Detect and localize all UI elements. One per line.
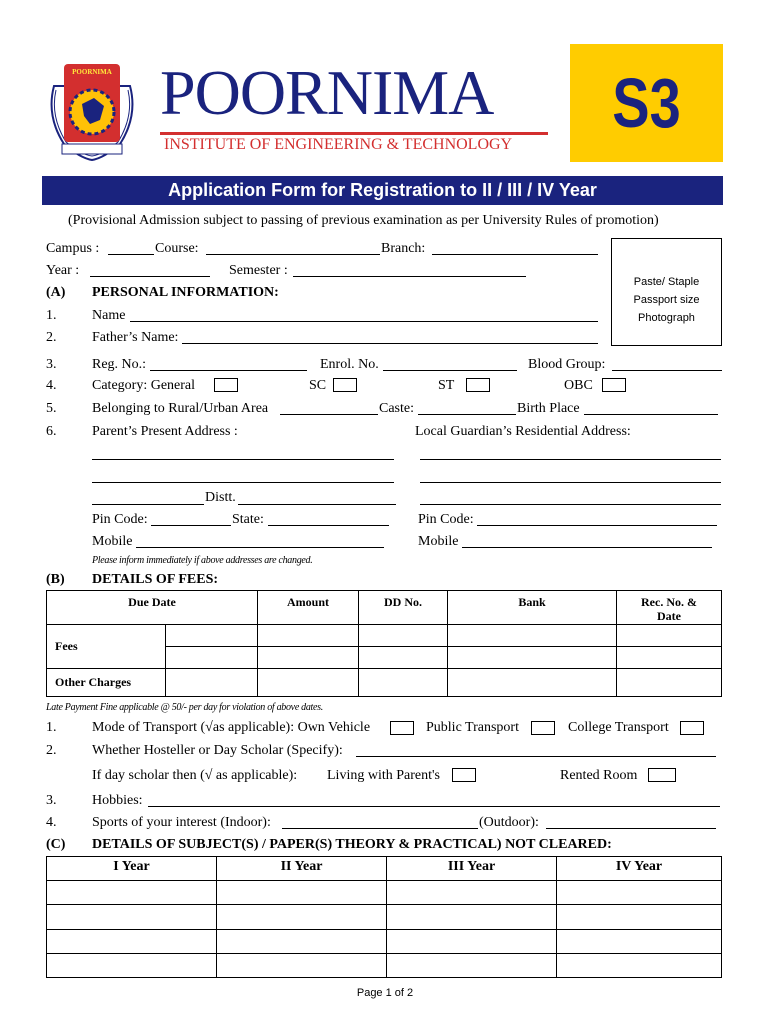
guardian-address-label: Local Guardian’s Residential Address: [415,424,631,439]
year-2-header: II Year [280,859,323,874]
page-number: Page 1 of 2 [356,987,414,999]
rented-room-label: Rented Room [560,768,638,783]
hosteller-label: Whether Hosteller or Day Scholar (Specify): [92,743,343,758]
name-label: Name [92,308,126,323]
subjects-col-header [557,857,722,881]
blood-group-label: Blood Group: [528,357,606,372]
table-cell[interactable] [166,669,258,697]
table-cell[interactable] [258,647,359,669]
enrol-no-field[interactable] [383,370,517,371]
day-scholar-label: If day scholar then (√ as applicable): [92,768,298,783]
section-c-title: DETAILS OF SUBJECT(S) / PAPER(S) THEORY & PRACTICAL) NOT CLEARED: [92,837,612,852]
year-3-header: III Year [447,859,496,874]
table-cell[interactable] [166,647,258,669]
table-cell[interactable] [47,905,217,929]
other-charges-label: Other Charges [55,675,132,689]
campus-label: Campus : [46,241,100,256]
blood-group-field[interactable] [612,370,722,371]
table-cell[interactable] [557,881,722,905]
subjects-table [46,856,722,978]
inform-note: Please inform immediately if above addresses are changed. [92,555,313,566]
guardian-mobile-field[interactable] [462,547,712,548]
sc-checkbox[interactable] [333,378,357,392]
year-4-header: IV Year [615,859,663,874]
table-cell[interactable] [217,929,387,953]
caste-label: Caste: [379,401,414,416]
table-cell[interactable] [359,669,448,697]
distt-label: Distt. [205,490,236,505]
s3-badge-text: S3 [612,64,681,142]
enrol-no-label: Enrol. No. [320,357,379,372]
table-cell[interactable] [557,929,722,953]
header-rule [160,132,548,135]
due-date-header: Due Date [128,595,176,609]
distt-field[interactable] [238,504,396,505]
table-cell[interactable] [166,625,258,647]
birth-place-field[interactable] [584,414,718,415]
rented-room-checkbox[interactable] [648,768,676,782]
course-label: Course: [155,241,199,256]
obc-checkbox[interactable] [602,378,626,392]
table-cell[interactable] [387,881,557,905]
subjects-col-header [217,857,387,881]
st-checkbox[interactable] [466,378,490,392]
amount-header: Amount [286,595,329,609]
late-fine-note: Late Payment Fine applicable @ 50/- per day for violation of above dates. [46,702,323,713]
section-a-title: PERSONAL INFORMATION: [92,285,279,300]
pin-code-label: Pin Code: [92,512,148,527]
table-cell[interactable] [217,881,387,905]
form-title: Application Form for Registration to II / III / IV Year [168,180,597,200]
item-number: 1. [46,308,57,323]
rec-no-header: Rec. No. & Date [641,595,697,623]
name-field[interactable] [130,321,598,322]
sc-label: SC [309,378,327,393]
table-cell[interactable] [617,647,722,669]
guardian-address-line[interactable] [420,459,721,460]
rural-urban-field[interactable] [280,414,378,415]
s3-badge [570,44,723,162]
subjects-col-header [47,857,217,881]
institute-logo [42,56,142,166]
guardian-mobile-label: Mobile [418,534,459,549]
father-name-field[interactable] [182,343,598,344]
logo-brand-text: POORNIMA [72,68,112,76]
item-number: 5. [46,401,57,416]
institute-subtitle: INSTITUTE OF ENGINEERING & TECHNOLOGY [164,136,513,153]
belonging-label: Belonging to Rural/Urban Area [92,401,269,416]
branch-label: Branch: [381,241,426,256]
table-cell[interactable] [448,669,617,697]
fees-col-header [258,591,359,625]
state-label: State: [232,512,264,527]
guardian-pin-code-field[interactable] [477,525,717,526]
table-cell[interactable] [617,669,722,697]
outdoor-label: (Outdoor): [479,815,539,830]
table-cell[interactable] [387,929,557,953]
fees-col-header [617,591,722,625]
semester-field[interactable] [293,276,526,277]
table-cell[interactable] [557,905,722,929]
year-1-header: I Year [113,859,150,874]
mobile-field[interactable] [136,547,384,548]
general-checkbox[interactable] [214,378,238,392]
own-vehicle-checkbox[interactable] [390,721,414,735]
fees-col-header [359,591,448,625]
transport-label: Mode of Transport (√as applicable): Own Vehicle [92,720,371,735]
table-cell[interactable] [387,953,557,977]
reg-no-label: Reg. No.: [92,357,147,372]
fees-row-label [47,669,166,697]
fees-col-header [448,591,617,625]
semester-label: Semester : [229,263,288,278]
fees-label: Fees [55,639,78,653]
college-transport-checkbox[interactable] [680,721,704,735]
hobbies-label: Hobbies: [92,793,143,808]
dd-no-header: DD No. [384,595,422,609]
photo-box-line: Photograph [638,312,695,324]
course-field[interactable] [206,254,380,255]
table-cell[interactable] [617,625,722,647]
pin-code-field[interactable] [151,525,231,526]
hobbies-field[interactable] [148,806,720,807]
parent-address-line[interactable] [92,459,394,460]
item-number: 2. [46,743,57,758]
outdoor-sports-field[interactable] [546,828,716,829]
table-cell[interactable] [387,905,557,929]
reg-no-field[interactable] [150,370,307,371]
photo-box-line: Passport size [633,294,700,306]
category-label: Category: General [92,378,196,393]
mobile-label: Mobile [92,534,133,549]
item-number: 6. [46,424,57,439]
hosteller-field[interactable] [356,756,716,757]
table-cell[interactable] [448,647,617,669]
provisional-note: (Provisional Admission subject to passing of previous examination as per University Rules of promotion) [68,213,659,228]
fees-col-header [47,591,258,625]
table-cell[interactable] [258,625,359,647]
parent-address-line[interactable] [92,482,394,483]
section-c-marker: (C) [46,837,66,852]
living-parents-label: Living with Parent's [327,768,440,783]
table-cell[interactable] [258,669,359,697]
table-cell[interactable] [359,647,448,669]
st-label: ST [438,378,455,393]
table-cell[interactable] [557,953,722,977]
table-cell[interactable] [217,905,387,929]
item-number: 3. [46,793,57,808]
form-title-bar [42,176,723,205]
table-cell[interactable] [47,953,217,977]
year-label: Year : [46,263,80,278]
campus-field[interactable] [108,254,154,255]
birth-place-label: Birth Place [517,401,580,416]
public-transport-label: Public Transport [426,720,519,735]
bank-header: Bank [518,595,546,609]
branch-field[interactable] [432,254,598,255]
fees-table [46,590,722,697]
year-field[interactable] [90,276,210,277]
item-number: 4. [46,378,57,393]
guardian-address-line[interactable] [420,504,721,505]
table-cell[interactable] [359,625,448,647]
item-number: 4. [46,815,57,830]
public-transport-checkbox[interactable] [531,721,555,735]
item-number: 3. [46,357,57,372]
photo-box[interactable] [611,238,722,346]
living-parents-checkbox[interactable] [452,768,476,782]
section-a-marker: (A) [46,285,66,300]
fees-row-label [47,625,166,669]
section-b-title: DETAILS OF FEES: [92,572,219,587]
college-transport-label: College Transport [568,720,669,735]
parent-address-line[interactable] [92,504,204,505]
table-cell[interactable] [217,953,387,977]
parent-address-label: Parent’s Present Address : [92,424,238,439]
subjects-col-header [387,857,557,881]
table-cell[interactable] [448,625,617,647]
section-b-marker: (B) [46,572,65,587]
indoor-sports-field[interactable] [282,828,478,829]
table-cell[interactable] [47,881,217,905]
item-number: 2. [46,330,57,345]
father-name-label: Father’s Name: [92,330,179,345]
item-number: 1. [46,720,57,735]
guardian-pin-code-label: Pin Code: [418,512,474,527]
photo-box-line: Paste/ Staple [633,276,700,288]
obc-label: OBC [564,378,593,393]
state-field[interactable] [268,525,389,526]
table-cell[interactable] [47,929,217,953]
institute-name: POORNIMA [160,57,494,128]
caste-field[interactable] [418,414,516,415]
guardian-address-line[interactable] [420,482,721,483]
sports-label: Sports of your interest (Indoor): [92,815,271,830]
